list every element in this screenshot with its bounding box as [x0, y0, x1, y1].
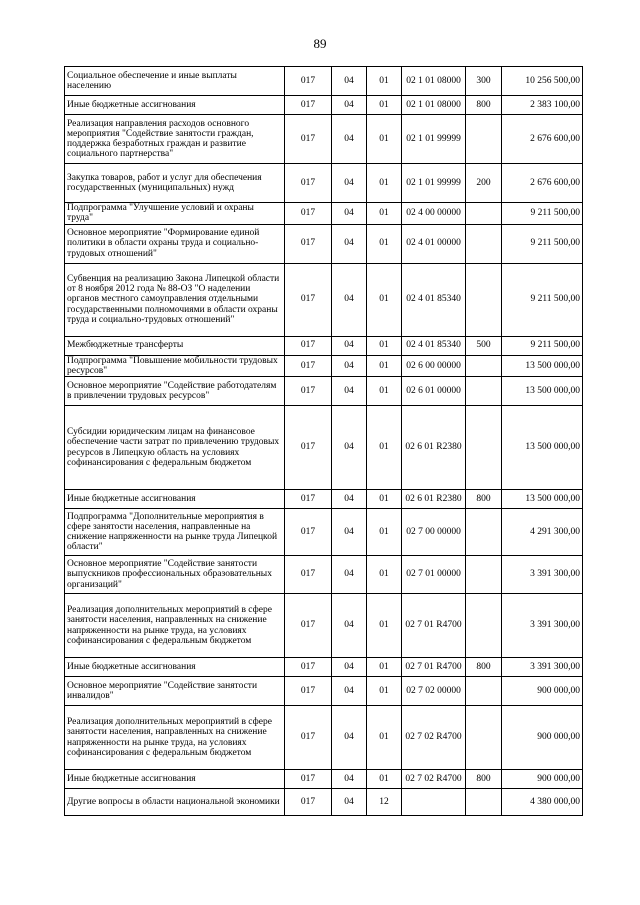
- table-row: [65, 658, 583, 677]
- ministry-code-cell: 017: [285, 224, 332, 263]
- expense-type-cell: 300: [466, 67, 502, 96]
- expense-type-cell: [466, 677, 502, 706]
- table-row: [65, 490, 583, 509]
- amount-cell: 13 500 000,00: [502, 490, 583, 509]
- target-article-cell: 02 6 01 00000: [402, 377, 466, 406]
- row-name-cell: Межбюджетные трансферты: [65, 336, 285, 355]
- row-name-cell: Другие вопросы в области национальной экономики: [65, 789, 285, 816]
- amount-cell: 900 000,00: [502, 706, 583, 770]
- subsection-code-cell: 01: [367, 164, 402, 203]
- row-name-cell: Социальное обеспечение и иные выплаты населению: [65, 67, 285, 96]
- expense-type-cell: [466, 203, 502, 225]
- section-code-cell: 04: [332, 770, 367, 789]
- amount-cell: 900 000,00: [502, 677, 583, 706]
- section-code-cell: 04: [332, 67, 367, 96]
- ministry-code-cell: 017: [285, 556, 332, 594]
- subsection-code-cell: 01: [367, 406, 402, 490]
- expense-type-cell: [466, 115, 502, 164]
- target-article-cell: 02 1 01 99999: [402, 115, 466, 164]
- amount-cell: 9 211 500,00: [502, 224, 583, 263]
- target-article-cell: 02 4 00 00000: [402, 203, 466, 225]
- target-article-cell: 02 7 01 R4700: [402, 594, 466, 658]
- target-article-cell: 02 4 01 00000: [402, 224, 466, 263]
- table-body: [65, 67, 583, 816]
- subsection-code-cell: 01: [367, 355, 402, 377]
- page-number: 89: [313, 36, 327, 51]
- row-name-cell: Подпрограмма "Улучшение условий и охраны труда": [65, 203, 285, 225]
- target-article-cell: 02 6 01 R2380: [402, 490, 466, 509]
- row-name-cell: Субсидии юридическим лицам на финансовое обеспечение части затрат по привлечению трудовых ресурсов в Липецкую область на условиях софинансирования с федеральным бюджетом: [65, 406, 285, 490]
- target-article-cell: 02 7 01 R4700: [402, 658, 466, 677]
- amount-cell: 9 211 500,00: [502, 203, 583, 225]
- target-article-cell: 02 6 00 00000: [402, 355, 466, 377]
- ministry-code-cell: 017: [285, 115, 332, 164]
- row-name-cell: Субвенция на реализацию Закона Липецкой области от 8 ноября 2012 года № 88-ОЗ "О наделении органов местного самоуправления отдельными государственными полномочиями в области охраны труда и социально-трудовых отношений": [65, 263, 285, 336]
- ministry-code-cell: 017: [285, 658, 332, 677]
- target-article-cell: 02 7 01 00000: [402, 556, 466, 594]
- expense-type-cell: [466, 224, 502, 263]
- amount-cell: 2 383 100,00: [502, 96, 583, 115]
- row-name-cell: Иные бюджетные ассигнования: [65, 490, 285, 509]
- ministry-code-cell: 017: [285, 67, 332, 96]
- subsection-code-cell: 01: [367, 96, 402, 115]
- ministry-code-cell: 017: [285, 509, 332, 556]
- amount-cell: 2 676 600,00: [502, 164, 583, 203]
- subsection-code-cell: 01: [367, 115, 402, 164]
- subsection-code-cell: 01: [367, 377, 402, 406]
- subsection-code-cell: 12: [367, 789, 402, 816]
- subsection-code-cell: 01: [367, 509, 402, 556]
- target-article-cell: [402, 789, 466, 816]
- subsection-code-cell: 01: [367, 263, 402, 336]
- table-row: [65, 789, 583, 816]
- section-code-cell: 04: [332, 263, 367, 336]
- subsection-code-cell: 01: [367, 770, 402, 789]
- section-code-cell: 04: [332, 406, 367, 490]
- table-row: [65, 203, 583, 225]
- row-name-cell: Закупка товаров, работ и услуг для обеспечения государственных (муниципальных) нужд: [65, 164, 285, 203]
- table-row: [65, 706, 583, 770]
- amount-cell: 13 500 000,00: [502, 377, 583, 406]
- target-article-cell: 02 7 00 00000: [402, 509, 466, 556]
- section-code-cell: 04: [332, 706, 367, 770]
- table-row: [65, 67, 583, 96]
- section-code-cell: 04: [332, 677, 367, 706]
- table-row: [65, 406, 583, 490]
- subsection-code-cell: 01: [367, 224, 402, 263]
- table-row: [65, 677, 583, 706]
- expense-type-cell: 800: [466, 490, 502, 509]
- ministry-code-cell: 017: [285, 677, 332, 706]
- section-code-cell: 04: [332, 658, 367, 677]
- table-row: [65, 355, 583, 377]
- target-article-cell: 02 4 01 85340: [402, 336, 466, 355]
- expense-type-cell: [466, 594, 502, 658]
- amount-cell: 3 391 300,00: [502, 658, 583, 677]
- target-article-cell: 02 1 01 99999: [402, 164, 466, 203]
- row-name-cell: Подпрограмма "Дополнительные мероприятия в сфере занятости населения, направленные на снижение напряженности на рынке труда Липецкой области": [65, 509, 285, 556]
- ministry-code-cell: 017: [285, 96, 332, 115]
- table-row: [65, 377, 583, 406]
- expense-type-cell: 800: [466, 658, 502, 677]
- subsection-code-cell: 01: [367, 490, 402, 509]
- ministry-code-cell: 017: [285, 336, 332, 355]
- expense-type-cell: 500: [466, 336, 502, 355]
- section-code-cell: 04: [332, 336, 367, 355]
- expense-type-cell: [466, 263, 502, 336]
- amount-cell: 900 000,00: [502, 770, 583, 789]
- expense-type-cell: [466, 706, 502, 770]
- table-row: [65, 96, 583, 115]
- expense-type-cell: [466, 406, 502, 490]
- expense-type-cell: 800: [466, 770, 502, 789]
- table-row: [65, 336, 583, 355]
- amount-cell: 10 256 500,00: [502, 67, 583, 96]
- row-name-cell: Иные бюджетные ассигнования: [65, 96, 285, 115]
- section-code-cell: 04: [332, 115, 367, 164]
- row-name-cell: Основное мероприятие "Содействие работодателям в привлечении трудовых ресурсов": [65, 377, 285, 406]
- section-code-cell: 04: [332, 377, 367, 406]
- table-row: [65, 115, 583, 164]
- section-code-cell: 04: [332, 490, 367, 509]
- ministry-code-cell: 017: [285, 164, 332, 203]
- table-row: [65, 770, 583, 789]
- section-code-cell: 04: [332, 164, 367, 203]
- target-article-cell: 02 6 01 R2380: [402, 406, 466, 490]
- ministry-code-cell: 017: [285, 789, 332, 816]
- ministry-code-cell: 017: [285, 355, 332, 377]
- amount-cell: 4 380 000,00: [502, 789, 583, 816]
- section-code-cell: 04: [332, 203, 367, 225]
- amount-cell: 3 391 300,00: [502, 556, 583, 594]
- row-name-cell: Основное мероприятие "Содействие занятости выпускников профессиональных образовательных организаций": [65, 556, 285, 594]
- amount-cell: 4 291 300,00: [502, 509, 583, 556]
- expense-type-cell: [466, 509, 502, 556]
- expense-type-cell: 800: [466, 96, 502, 115]
- table-row: [65, 164, 583, 203]
- amount-cell: 9 211 500,00: [502, 336, 583, 355]
- ministry-code-cell: 017: [285, 706, 332, 770]
- ministry-code-cell: 017: [285, 406, 332, 490]
- subsection-code-cell: 01: [367, 203, 402, 225]
- section-code-cell: 04: [332, 96, 367, 115]
- target-article-cell: 02 1 01 08000: [402, 67, 466, 96]
- expense-type-cell: [466, 377, 502, 406]
- ministry-code-cell: 017: [285, 770, 332, 789]
- ministry-code-cell: 017: [285, 377, 332, 406]
- ministry-code-cell: 017: [285, 263, 332, 336]
- row-name-cell: Реализация дополнительных мероприятий в сфере занятости населения, направленных на снижение напряженности на рынке труда, на условиях софинансирования с федеральным бюджетом: [65, 594, 285, 658]
- section-code-cell: 04: [332, 789, 367, 816]
- section-code-cell: 04: [332, 509, 367, 556]
- subsection-code-cell: 01: [367, 556, 402, 594]
- expense-type-cell: [466, 556, 502, 594]
- amount-cell: 13 500 000,00: [502, 406, 583, 490]
- row-name-cell: Реализация дополнительных мероприятий в сфере занятости населения, направленных на снижение напряженности на рынке труда, на условиях софинансирования с федеральным бюджетом: [65, 706, 285, 770]
- expense-type-cell: [466, 789, 502, 816]
- ministry-code-cell: 017: [285, 490, 332, 509]
- ministry-code-cell: 017: [285, 203, 332, 225]
- target-article-cell: 02 1 01 08000: [402, 96, 466, 115]
- row-name-cell: Основное мероприятие "Содействие занятости инвалидов": [65, 677, 285, 706]
- subsection-code-cell: 01: [367, 658, 402, 677]
- target-article-cell: 02 4 01 85340: [402, 263, 466, 336]
- row-name-cell: Иные бюджетные ассигнования: [65, 658, 285, 677]
- subsection-code-cell: 01: [367, 677, 402, 706]
- row-name-cell: Основное мероприятие "Формирование единой политики в области охраны труда и социально-трудовых отношений": [65, 224, 285, 263]
- table-row: [65, 263, 583, 336]
- amount-cell: 9 211 500,00: [502, 263, 583, 336]
- amount-cell: 3 391 300,00: [502, 594, 583, 658]
- expense-type-cell: 200: [466, 164, 502, 203]
- subsection-code-cell: 01: [367, 594, 402, 658]
- amount-cell: 13 500 000,00: [502, 355, 583, 377]
- row-name-cell: Подпрограмма "Повышение мобильности трудовых ресурсов": [65, 355, 285, 377]
- table-row: [65, 509, 583, 556]
- budget-table: [64, 66, 583, 816]
- section-code-cell: 04: [332, 355, 367, 377]
- section-code-cell: 04: [332, 224, 367, 263]
- row-name-cell: Иные бюджетные ассигнования: [65, 770, 285, 789]
- row-name-cell: Реализация направления расходов основного мероприятия "Содействие занятости граждан, поддержка безработных граждан и развитие социального партнерства": [65, 115, 285, 164]
- section-code-cell: 04: [332, 556, 367, 594]
- table-row: [65, 556, 583, 594]
- subsection-code-cell: 01: [367, 336, 402, 355]
- target-article-cell: 02 7 02 R4700: [402, 706, 466, 770]
- ministry-code-cell: 017: [285, 594, 332, 658]
- table-row: [65, 594, 583, 658]
- expense-type-cell: [466, 355, 502, 377]
- target-article-cell: 02 7 02 00000: [402, 677, 466, 706]
- amount-cell: 2 676 600,00: [502, 115, 583, 164]
- subsection-code-cell: 01: [367, 706, 402, 770]
- subsection-code-cell: 01: [367, 67, 402, 96]
- section-code-cell: 04: [332, 594, 367, 658]
- table-row: [65, 224, 583, 263]
- target-article-cell: 02 7 02 R4700: [402, 770, 466, 789]
